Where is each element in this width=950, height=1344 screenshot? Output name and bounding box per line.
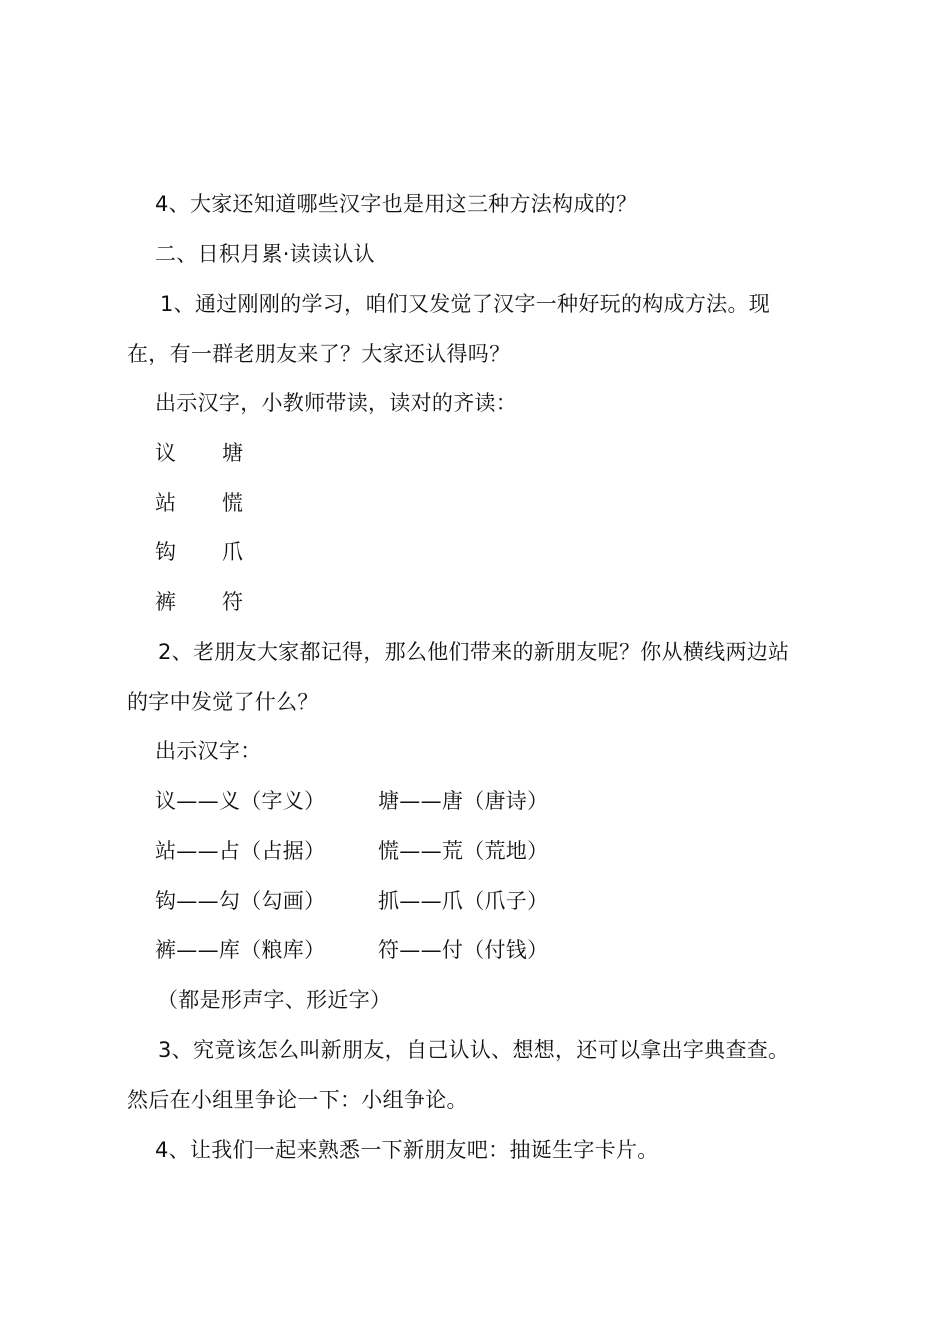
character: 慌 [222, 491, 243, 515]
character: 塘 [222, 441, 243, 465]
derivation-left: 议——义（字义） [155, 789, 326, 813]
character: 钩 [155, 540, 176, 564]
paragraph-3-line-2: 然后在小组里争论一下：小组争论。 [127, 1088, 468, 1112]
section-heading: 二、日积月累·读读认认 [155, 242, 375, 266]
question-4: 4、大家还知道哪些汉字也是用这三种方法构成的？ [155, 192, 638, 216]
derivation-right: 抓——爪（爪子） [378, 889, 549, 913]
note-phonetic-characters: （都是形声字、形近字） [157, 988, 392, 1012]
paragraph-4: 4、让我们一起来熟悉一下新朋友吧：抽诞生字卡片。 [155, 1138, 659, 1162]
character: 站 [155, 491, 176, 515]
paragraph-2-line-2: 的字中发觉了什么？ [127, 690, 319, 714]
character: 爪 [222, 540, 243, 564]
character: 符 [222, 590, 243, 614]
character: 议 [155, 441, 176, 465]
derivation-left: 裤——库（粮库） [155, 938, 326, 962]
derivation-left: 钩——勾（勾画） [155, 889, 326, 913]
derivation-right: 塘——唐（唐诗） [378, 789, 549, 813]
instruction-show-characters: 出示汉字，小教师带读，读对的齐读： [155, 391, 518, 415]
paragraph-1-line-1: 1、通过刚刚的学习，咱们又发觉了汉字一种好玩的构成方法。现 [160, 292, 771, 316]
paragraph-1-line-2: 在，有一群老朋友来了？大家还认得吗？ [127, 342, 511, 366]
derivation-right: 符——付（付钱） [378, 938, 549, 962]
paragraph-3-line-1: 3、究竟该怎么叫新朋友，自己认认、想想，还可以拿出字典查查。 [158, 1038, 790, 1062]
instruction-show-characters-2: 出示汉字： [155, 739, 262, 763]
derivation-left: 站——占（占据） [155, 839, 326, 863]
paragraph-2-line-1: 2、老朋友大家都记得，那么他们带来的新朋友呢？你从横线两边站 [158, 640, 790, 664]
character: 裤 [155, 590, 176, 614]
derivation-right: 慌——荒（荒地） [378, 839, 549, 863]
